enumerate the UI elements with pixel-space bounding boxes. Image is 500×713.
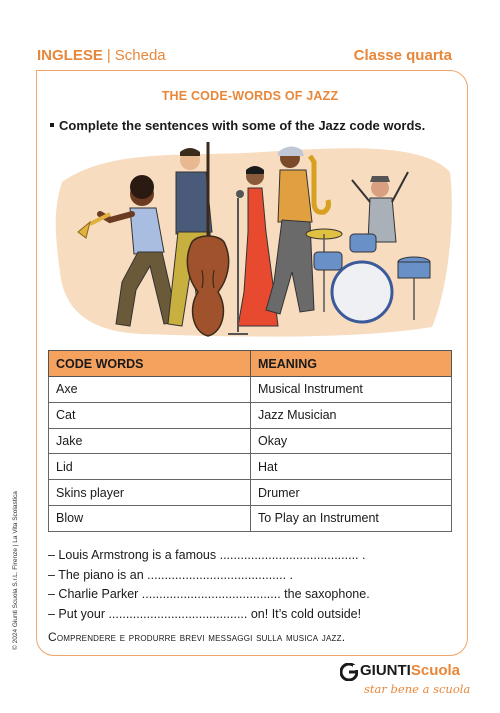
table-row: [49, 402, 452, 428]
table-row: [49, 377, 452, 403]
subject-label: INGLESE: [37, 47, 103, 64]
meaning-cell: Okay: [251, 428, 452, 454]
giunti-g-icon: [340, 663, 358, 681]
meaning-cell: Drumer: [251, 480, 452, 506]
table-row: [49, 454, 452, 480]
meaning-cell: Hat: [251, 454, 452, 480]
meaning-cell: Jazz Musician: [251, 402, 452, 428]
sentence-line: – Charlie Parker ........................................ the saxophone.: [48, 587, 370, 601]
table-header-row: [49, 351, 452, 377]
learning-objective: Comprendere e produrre brevi messaggi sulla musica jazz.: [48, 630, 346, 644]
code-words-table: [48, 350, 452, 532]
code-word-cell: Skins player: [49, 480, 251, 506]
copyright-notice: © 2024 Giunti Scuola S.r.L. Firenze | La Vita Scolastica: [12, 491, 19, 650]
brand-accent: Scuola: [410, 662, 461, 679]
code-word-cell: Lid: [49, 454, 251, 480]
code-word-cell: Jake: [49, 428, 251, 454]
meaning-cell: Musical Instrument: [251, 377, 452, 403]
sentence-line: – Louis Armstrong is a famous ........................................ .: [48, 548, 366, 562]
publisher-logo: [340, 662, 471, 702]
worksheet-title: THE CODE-WORDS OF JAZZ: [161, 89, 339, 103]
code-word-cell: Cat: [49, 402, 251, 428]
brand-slogan: star bene a scuola: [364, 682, 471, 696]
instruction-text: Complete the sentences with some of the Jazz code words.: [59, 118, 426, 133]
grade-label: Classe quarta: [353, 47, 452, 64]
jazz-band-illustration: [52, 142, 456, 342]
header-separator: |: [106, 47, 111, 64]
sentences-list: [48, 546, 370, 624]
code-word-cell: Axe: [49, 377, 251, 403]
brand-main: GIUNTI: [360, 662, 411, 679]
bullet-icon: [50, 123, 54, 127]
section-label: Scheda: [114, 47, 166, 64]
header-meaning: MEANING: [251, 351, 452, 377]
code-word-cell: Blow: [49, 505, 251, 531]
header-subject: [37, 47, 166, 64]
instruction: [50, 118, 425, 133]
table-row: [49, 505, 452, 531]
meaning-cell: To Play an Instrument: [251, 505, 452, 531]
table-row: [49, 428, 452, 454]
sentence-line: – The piano is an ........................................ .: [48, 567, 294, 582]
brand-name: [360, 662, 460, 679]
sentence-line: – Put your ........................................ on! It’s cold outside!: [48, 606, 362, 621]
header-code-words: CODE WORDS: [49, 351, 251, 377]
table-row: [49, 480, 452, 506]
